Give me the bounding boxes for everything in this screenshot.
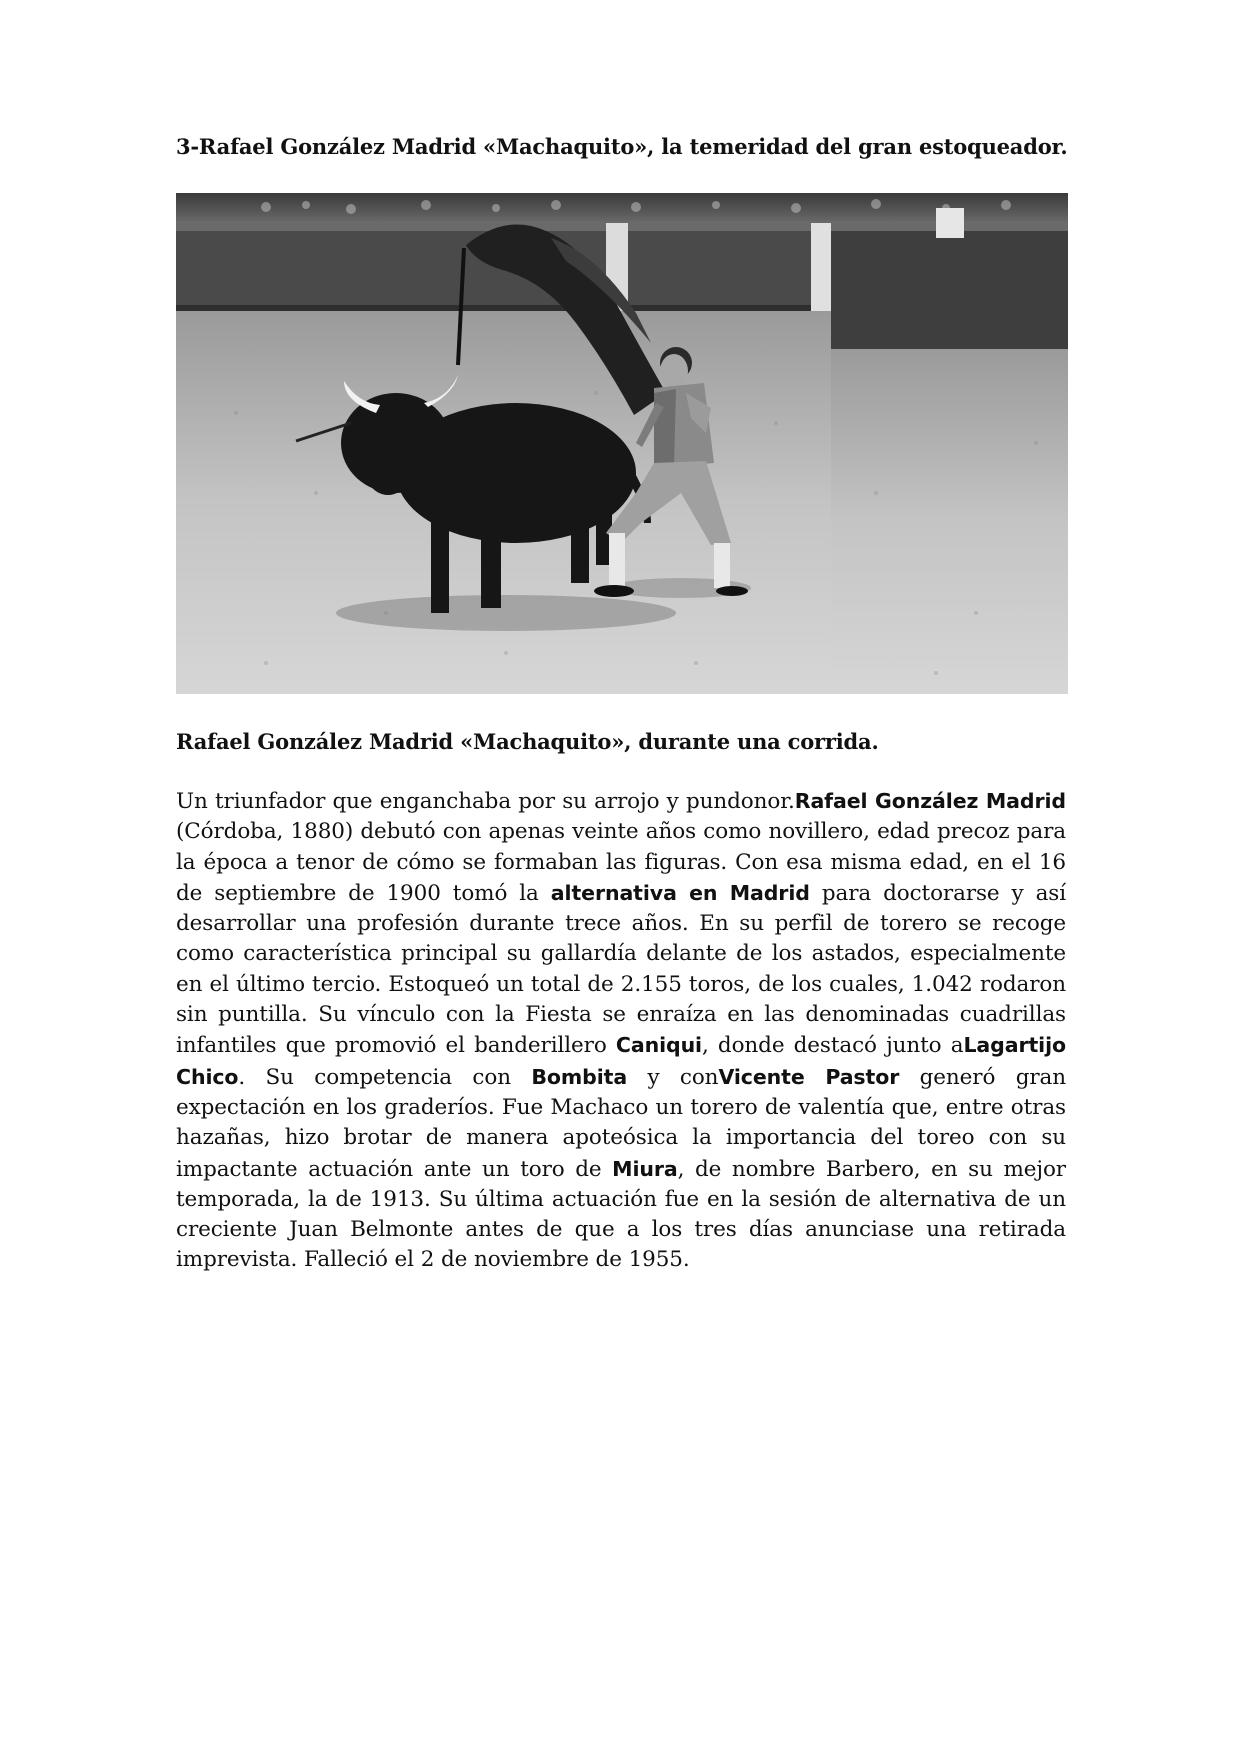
body-text: , donde destacó junto a bbox=[702, 1033, 964, 1059]
body-text: , de nombre Barbero, en su mejor temporada, la de 1913. Su última actuación fue en la sesión de alternativa de un creciente Juan Belmonte antes de que a los tres días anunciase una retirada imprevista. Falleció el 2 de noviembre de 1955. bbox=[176, 1156, 1066, 1273]
page-title: 3-Rafael González Madrid «Machaquito», la temeridad del gran estoqueador. bbox=[176, 134, 1068, 159]
bullfight-photo bbox=[176, 193, 1068, 694]
body-text: y con bbox=[627, 1064, 719, 1090]
body-text: . Su competencia con bbox=[238, 1064, 532, 1090]
body-text: generó gran expectación en los graderíos. Fue Machaco un torero de valentía que, entre otras hazañas, hizo brotar de manera apoteósica la importancia del toreo con su impactante actuación ante un toro de bbox=[176, 1064, 1067, 1182]
body-text: para doctorarse y así desarrollar una profesión durante trece años. En su perfil de torero se recoge como característica principal su gallardía delante de los astados, especialmente en el último tercio. Estoqueó un total de 2.155 toros, de los cuales, 1.042 rodaron sin puntilla. Su vínculo con la Fiesta se enraíza en las denominadas cuadrillas infantiles que promovió el banderillero bbox=[176, 880, 1067, 1059]
body-text: Un triunfador que enganchaba por su arrojo y pundonor. bbox=[176, 789, 795, 814]
body-text: (Córdoba, 1880) debutó con apenas veinte años como novillero, edad precoz para la época a tenor de cómo se formaban las figuras. Con esa misma edad, en el 16 de septiembre de 1900 tomó la bbox=[176, 819, 1066, 906]
link-alternativa-en-madrid[interactable]: alternativa en Madrid bbox=[550, 880, 810, 905]
link-lagartijo-chico[interactable]: Lagartijo Chico bbox=[176, 1033, 1066, 1089]
link-bombita[interactable]: Bombita bbox=[531, 1064, 628, 1089]
photo-caption: Rafael González Madrid «Machaquito», durante una corrida. bbox=[176, 729, 879, 754]
link-caniqui[interactable]: Caniqui bbox=[615, 1033, 702, 1058]
link-rafael-gonzalez-madrid[interactable]: Rafael González Madrid bbox=[794, 789, 1066, 813]
link-miura[interactable]: Miura bbox=[612, 1156, 678, 1181]
link-vicente-pastor[interactable]: Vicente Pastor bbox=[718, 1064, 900, 1089]
article-body bbox=[176, 786, 1066, 1276]
